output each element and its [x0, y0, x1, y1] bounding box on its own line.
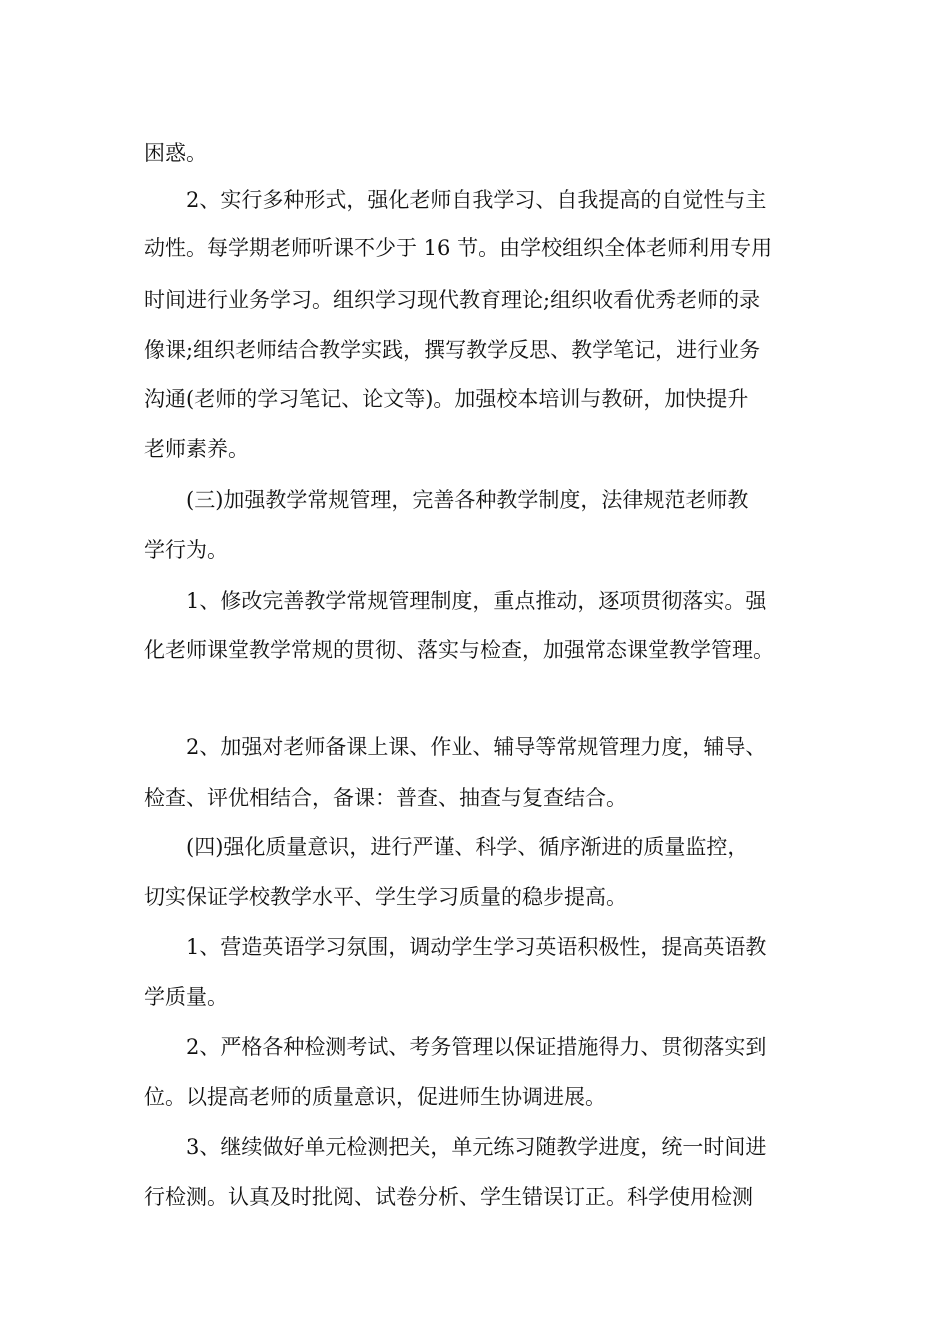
- text-line: 沟通(老师的学习笔记、论文等)。加强校本培训与教研，加快提升: [144, 387, 749, 411]
- text-line: 1、修改完善教学常规管理制度，重点推动，逐项贯彻落实。强: [186, 589, 767, 613]
- text-line: 时间进行业务学习。组织学习现代教育理论;组织收看优秀老师的录: [144, 288, 761, 312]
- text-line: 动性。每学期老师听课不少于 16 节。由学校组织全体老师利用专用: [144, 236, 773, 260]
- text-line: 2、加强对老师备课上课、作业、辅导等常规管理力度，辅导、: [186, 735, 767, 759]
- text-line: 老师素养。: [144, 437, 249, 461]
- text-line: 2、严格各种检测考试、考务管理以保证措施得力、贯彻落实到: [186, 1035, 767, 1059]
- text-line: (三)加强教学常规管理，完善各种教学制度，法律规范老师教: [186, 488, 749, 512]
- text-line: 位。以提高老师的质量意识，促进师生协调进展。: [144, 1085, 606, 1109]
- text-line: 学行为。: [144, 538, 228, 562]
- text-line: 行检测。认真及时批阅、试卷分析、学生错误订正。科学使用检测: [144, 1185, 753, 1209]
- text-line: 2、实行多种形式，强化老师自我学习、自我提高的自觉性与主: [186, 188, 767, 212]
- text-line: 化老师课堂教学常规的贯彻、落实与检查，加强常态课堂教学管理。: [144, 638, 774, 662]
- text-line: 3、继续做好单元检测把关，单元练习随教学进度，统一时间进: [186, 1135, 767, 1159]
- text-line: 学质量。: [144, 985, 228, 1009]
- text-line: (四)强化质量意识，进行严谨、科学、循序渐进的质量监控，: [186, 835, 749, 859]
- text-line: 1、营造英语学习氛围，调动学生学习英语积极性，提高英语教: [186, 935, 767, 959]
- text-line: 困惑。: [144, 141, 207, 165]
- text-line: 像课;组织老师结合教学实践，撰写教学反思、教学笔记，进行业务: [144, 338, 761, 362]
- text-line: 切实保证学校教学水平、学生学习质量的稳步提高。: [144, 885, 627, 909]
- text-line: 检查、评优相结合，备课：普查、抽查与复查结合。: [144, 786, 627, 810]
